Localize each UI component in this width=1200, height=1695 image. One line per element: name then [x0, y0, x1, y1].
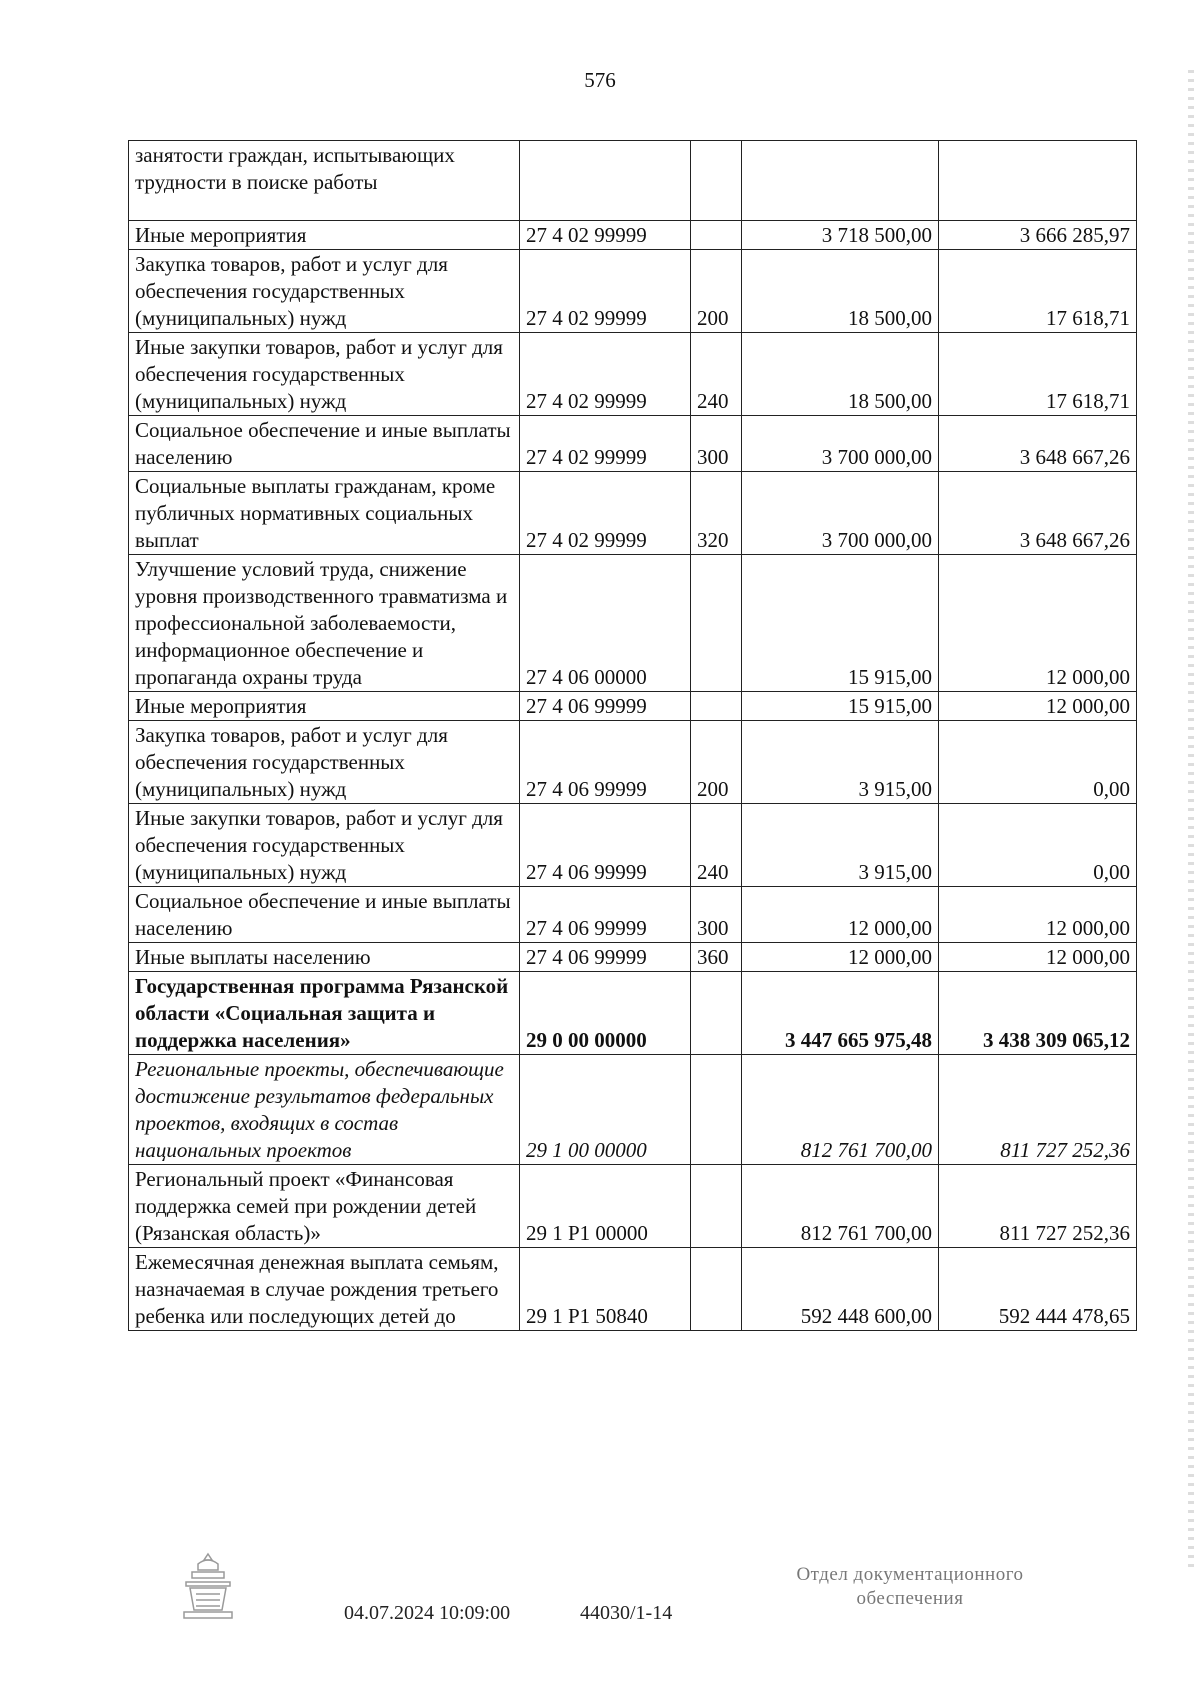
- row-fact: 12 000,00: [939, 943, 1137, 972]
- row-code: 27 4 02 99999: [520, 250, 691, 333]
- row-code: 27 4 02 99999: [520, 333, 691, 416]
- row-name: Региональные проекты, обеспечивающие достижение результатов федеральных проектов, входящих в состав национальных проектов: [129, 1055, 520, 1165]
- row-plan: 18 500,00: [742, 333, 939, 416]
- row-plan: 3 700 000,00: [742, 472, 939, 555]
- table-row: [129, 887, 1137, 943]
- row-fact: 0,00: [939, 804, 1137, 887]
- table-row: [129, 416, 1137, 472]
- row-kind: 320: [691, 472, 742, 555]
- row-code: 27 4 02 99999: [520, 221, 691, 250]
- footer-timestamp: 04.07.2024 10:09:00: [344, 1602, 511, 1624]
- row-plan: 15 915,00: [742, 555, 939, 692]
- row-name: Иные мероприятия: [129, 692, 520, 721]
- table-row: [129, 972, 1137, 1055]
- row-kind: 240: [691, 333, 742, 416]
- table-row: [129, 804, 1137, 887]
- row-kind: 200: [691, 721, 742, 804]
- row-code: 29 0 00 00000: [520, 972, 691, 1055]
- row-kind: [691, 972, 742, 1055]
- row-name: Иные закупки товаров, работ и услуг для обеспечения государственных (муниципальных) нужд: [129, 804, 520, 887]
- row-code: 27 4 06 99999: [520, 721, 691, 804]
- row-plan: 592 448 600,00: [742, 1248, 939, 1331]
- row-fact: 592 444 478,65: [939, 1248, 1137, 1331]
- coat-of-arms-emblem: [168, 1548, 248, 1628]
- table-row: [129, 943, 1137, 972]
- row-kind: [691, 692, 742, 721]
- row-fact: 0,00: [939, 721, 1137, 804]
- row-code: 27 4 06 00000: [520, 555, 691, 692]
- department-stamp: [760, 1563, 1060, 1611]
- row-plan: 3 915,00: [742, 804, 939, 887]
- row-plan: 18 500,00: [742, 250, 939, 333]
- row-fact: 811 727 252,36: [939, 1165, 1137, 1248]
- table-row: [129, 1165, 1137, 1248]
- row-fact: 17 618,71: [939, 250, 1137, 333]
- row-code: 29 1 00 00000: [520, 1055, 691, 1165]
- row-code: 27 4 06 99999: [520, 943, 691, 972]
- table-row: [129, 221, 1137, 250]
- stamp-line: Отдел документационного: [796, 1564, 1024, 1585]
- row-plan: 812 761 700,00: [742, 1165, 939, 1248]
- row-plan: 3 718 500,00: [742, 221, 939, 250]
- row-name: Социальное обеспечение и иные выплаты населению: [129, 416, 520, 472]
- table-row: [129, 250, 1137, 333]
- row-name: Государственная программа Рязанской области «Социальная защита и поддержка населения»: [129, 972, 520, 1055]
- row-plan: 3 447 665 975,48: [742, 972, 939, 1055]
- row-kind: [691, 1055, 742, 1165]
- table-row: [129, 333, 1137, 416]
- table-row: [129, 1055, 1137, 1165]
- row-plan: [742, 141, 939, 221]
- row-plan: 15 915,00: [742, 692, 939, 721]
- table-row: [129, 141, 1137, 221]
- row-plan: 3 915,00: [742, 721, 939, 804]
- row-code: [520, 141, 691, 221]
- row-code: 27 4 02 99999: [520, 472, 691, 555]
- row-fact: 12 000,00: [939, 555, 1137, 692]
- row-kind: [691, 555, 742, 692]
- row-name: Иные выплаты населению: [129, 943, 520, 972]
- row-name: Иные закупки товаров, работ и услуг для обеспечения государственных (муниципальных) нужд: [129, 333, 520, 416]
- table-row: [129, 472, 1137, 555]
- row-code: 27 4 06 99999: [520, 692, 691, 721]
- table-row: [129, 1248, 1137, 1331]
- row-kind: 200: [691, 250, 742, 333]
- row-kind: 240: [691, 804, 742, 887]
- row-kind: 300: [691, 416, 742, 472]
- row-fact: 811 727 252,36: [939, 1055, 1137, 1165]
- scan-margin-strip: [1188, 70, 1194, 1570]
- row-name: Улучшение условий труда, снижение уровня производственного травматизма и профессиональной заболеваемости, информационное обеспечение и пропаганда охраны труда: [129, 555, 520, 692]
- row-fact: 12 000,00: [939, 887, 1137, 943]
- row-code: 27 4 06 99999: [520, 887, 691, 943]
- row-kind: 360: [691, 943, 742, 972]
- row-plan: 12 000,00: [742, 943, 939, 972]
- row-fact: 3 648 667,26: [939, 416, 1137, 472]
- row-kind: [691, 141, 742, 221]
- row-plan: 3 700 000,00: [742, 416, 939, 472]
- row-name: занятости граждан, испытывающих трудности в поиске работы: [129, 141, 520, 221]
- row-name: Социальное обеспечение и иные выплаты населению: [129, 887, 520, 943]
- row-code: 27 4 02 99999: [520, 416, 691, 472]
- row-kind: [691, 221, 742, 250]
- row-code: 29 1 P1 50840: [520, 1248, 691, 1331]
- row-fact: 12 000,00: [939, 692, 1137, 721]
- row-plan: 812 761 700,00: [742, 1055, 939, 1165]
- row-fact: 3 438 309 065,12: [939, 972, 1137, 1055]
- table-row: [129, 721, 1137, 804]
- row-fact: 17 618,71: [939, 333, 1137, 416]
- budget-table: [128, 140, 1137, 1331]
- table-row: [129, 555, 1137, 692]
- row-fact: [939, 141, 1137, 221]
- row-name: Региональный проект «Финансовая поддержка семей при рождении детей (Рязанская область)»: [129, 1165, 520, 1248]
- row-plan: 12 000,00: [742, 887, 939, 943]
- row-name: Социальные выплаты гражданам, кроме публичных нормативных социальных выплат: [129, 472, 520, 555]
- row-kind: [691, 1248, 742, 1331]
- page-number: 576: [584, 68, 616, 92]
- row-name: Закупка товаров, работ и услуг для обеспечения государственных (муниципальных) нужд: [129, 721, 520, 804]
- row-kind: [691, 1165, 742, 1248]
- row-code: 29 1 P1 00000: [520, 1165, 691, 1248]
- stamp-line: обеспечения: [856, 1588, 964, 1609]
- row-fact: 3 666 285,97: [939, 221, 1137, 250]
- table-row: [129, 692, 1137, 721]
- footer-document-number: 44030/1-14: [580, 1602, 673, 1624]
- row-name: Закупка товаров, работ и услуг для обеспечения государственных (муниципальных) нужд: [129, 250, 520, 333]
- row-kind: 300: [691, 887, 742, 943]
- row-name: Иные мероприятия: [129, 221, 520, 250]
- row-fact: 3 648 667,26: [939, 472, 1137, 555]
- row-name: Ежемесячная денежная выплата семьям, назначаемая в случае рождения третьего ребенка или последующих детей до: [129, 1248, 520, 1331]
- row-code: 27 4 06 99999: [520, 804, 691, 887]
